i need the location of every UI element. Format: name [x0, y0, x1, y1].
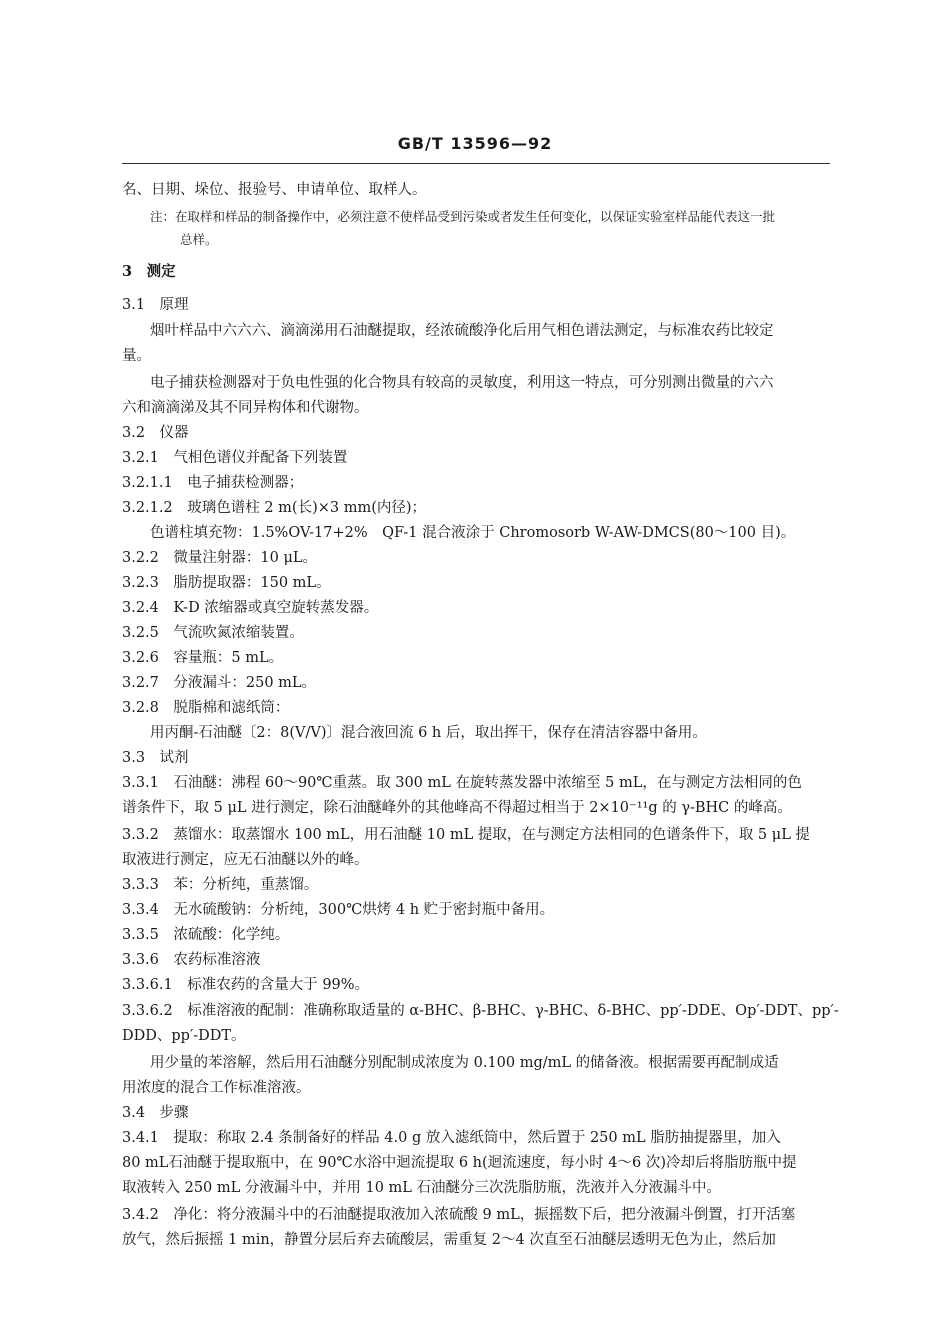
text-line: 3.2.7 分液漏斗：250 mL。 — [122, 675, 317, 691]
text-line: 3.3.3 苯：分析纯，重蒸馏。 — [122, 877, 319, 893]
text-line: 放气，然后振摇 1 min，静置分层后弃去硫酸层，需重复 2～4 次直至石油醚层透明无色为止，然后加 — [122, 1232, 776, 1248]
text-line: 3.3.6 农药标准溶液 — [122, 952, 261, 968]
note-line: 注：在取样和样品的制备操作中，必须注意不使样品受到污染或者发生任何变化，以保证实验室样品能代表这一批 — [150, 209, 776, 224]
text-line: 烟叶样品中六六六、滴滴涕用石油醚提取，经浓硫酸净化后用气相色谱法测定，与标准农药比较定 — [150, 323, 774, 339]
text-line: 3.2.1.1 电子捕获检测器； — [122, 475, 304, 491]
text-line: 3.2.3 脂肪提取器：150 mL。 — [122, 575, 331, 591]
subsection-heading: 3.1 原理 — [122, 297, 189, 313]
text-line: 六和滴滴涕及其不同异构体和代谢物。 — [122, 400, 369, 416]
text-line: 3.2.8 脱脂棉和滤纸筒： — [122, 700, 290, 716]
text-line: 取液转入 250 mL 分液漏斗中，并用 10 mL 石油醚分三次洗脂肪瓶，洗液并入分液漏斗中。 — [122, 1180, 722, 1196]
text-line: 名、日期、垛位、报验号、申请单位、取样人。 — [122, 182, 427, 198]
text-line: 3.2.2 微量注射器：10 μL。 — [122, 550, 318, 566]
subsection-heading: 3.2 仪器 — [122, 425, 189, 441]
text-line: 3.2.6 容量瓶：5 mL。 — [122, 650, 284, 666]
section-heading: 3 测定 — [122, 263, 176, 280]
subsection-heading: 3.3 试剂 — [122, 750, 189, 766]
text-line: 电子捕获检测器对于负电性强的化合物具有较高的灵敏度，利用这一特点，可分别测出微量的六六 — [150, 375, 774, 391]
text-line: 用丙酮-石油醚〔2：8(V/V)〕混合液回流 6 h 后，取出挥干，保存在清洁容器中备用。 — [150, 725, 707, 741]
text-line: 3.4.1 提取：称取 2.4 条制备好的样品 4.0 g 放入滤纸筒中，然后置于 250 mL 脂肪抽提器里，加入 — [122, 1130, 781, 1146]
note-line: 总样。 — [180, 232, 218, 247]
text-line: 用浓度的混合工作标准溶液。 — [122, 1080, 311, 1096]
text-line: 量。 — [122, 348, 151, 364]
text-line: 3.3.2 蒸馏水：取蒸馏水 100 mL，用石油醚 10 mL 提取，在与测定方法相同的色谱条件下，取 5 μL 提 — [122, 827, 810, 843]
standard-number-header: GB/T 13596—92 — [397, 134, 553, 153]
text-line: 谱条件下，取 5 μL 进行测定，除石油醚峰外的其他峰高不得超过相当于 2×10⁻¹¹g 的 γ-BHC 的峰高。 — [122, 800, 792, 816]
text-line: 3.3.6.1 标准农药的含量大于 99%。 — [122, 977, 370, 993]
text-line: 3.2.1.2 玻璃色谱柱 2 m(长)×3 mm(内径)； — [122, 500, 427, 516]
text-line: 80 mL石油醚于提取瓶中，在 90℃水浴中迴流提取 6 h(迴流速度，每小时 4～6 次)冷却后将脂肪瓶中提 — [122, 1155, 797, 1171]
text-line: 3.2.4 K-D 浓缩器或真空旋转蒸发器。 — [122, 600, 379, 616]
text-line: 3.3.1 石油醚：沸程 60～90℃重蒸。取 300 mL 在旋转蒸发器中浓缩至 5 mL，在与测定方法相同的色 — [122, 775, 802, 791]
text-line: DDD、pp′-DDT。 — [122, 1028, 246, 1044]
header-rule — [122, 163, 830, 164]
text-line: 取液进行测定，应无石油醚以外的峰。 — [122, 852, 369, 868]
text-line: 色谱柱填充物：1.5%OV-17+2% QF-1 混合液涂于 Chromosorb W-AW-DMCS(80～100 目)。 — [150, 525, 796, 541]
text-line: 3.3.6.2 标准溶液的配制：准确称取适量的 α-BHC、β-BHC、γ-BHC、δ-BHC、pp′-DDE、Op′-DDT、pp′- — [122, 1003, 839, 1019]
subsection-heading: 3.4 步骤 — [122, 1105, 189, 1121]
text-line: 用少量的苯溶解，然后用石油醚分别配制成浓度为 0.100 mg/mL 的储备液。根据需要再配制成适 — [150, 1055, 779, 1071]
text-line: 3.3.5 浓硫酸：化学纯。 — [122, 927, 290, 943]
text-line: 3.2.1 气相色谱仪并配备下列装置 — [122, 450, 348, 466]
text-line: 3.3.4 无水硫酸钠：分析纯，300℃烘烤 4 h 贮于密封瓶中备用。 — [122, 902, 555, 918]
text-line: 3.2.5 气流吹氮浓缩装置。 — [122, 625, 304, 641]
text-line: 3.4.2 净化：将分液漏斗中的石油醚提取液加入浓硫酸 9 mL，振摇数下后，把分液漏斗倒置，打开活塞 — [122, 1207, 796, 1223]
